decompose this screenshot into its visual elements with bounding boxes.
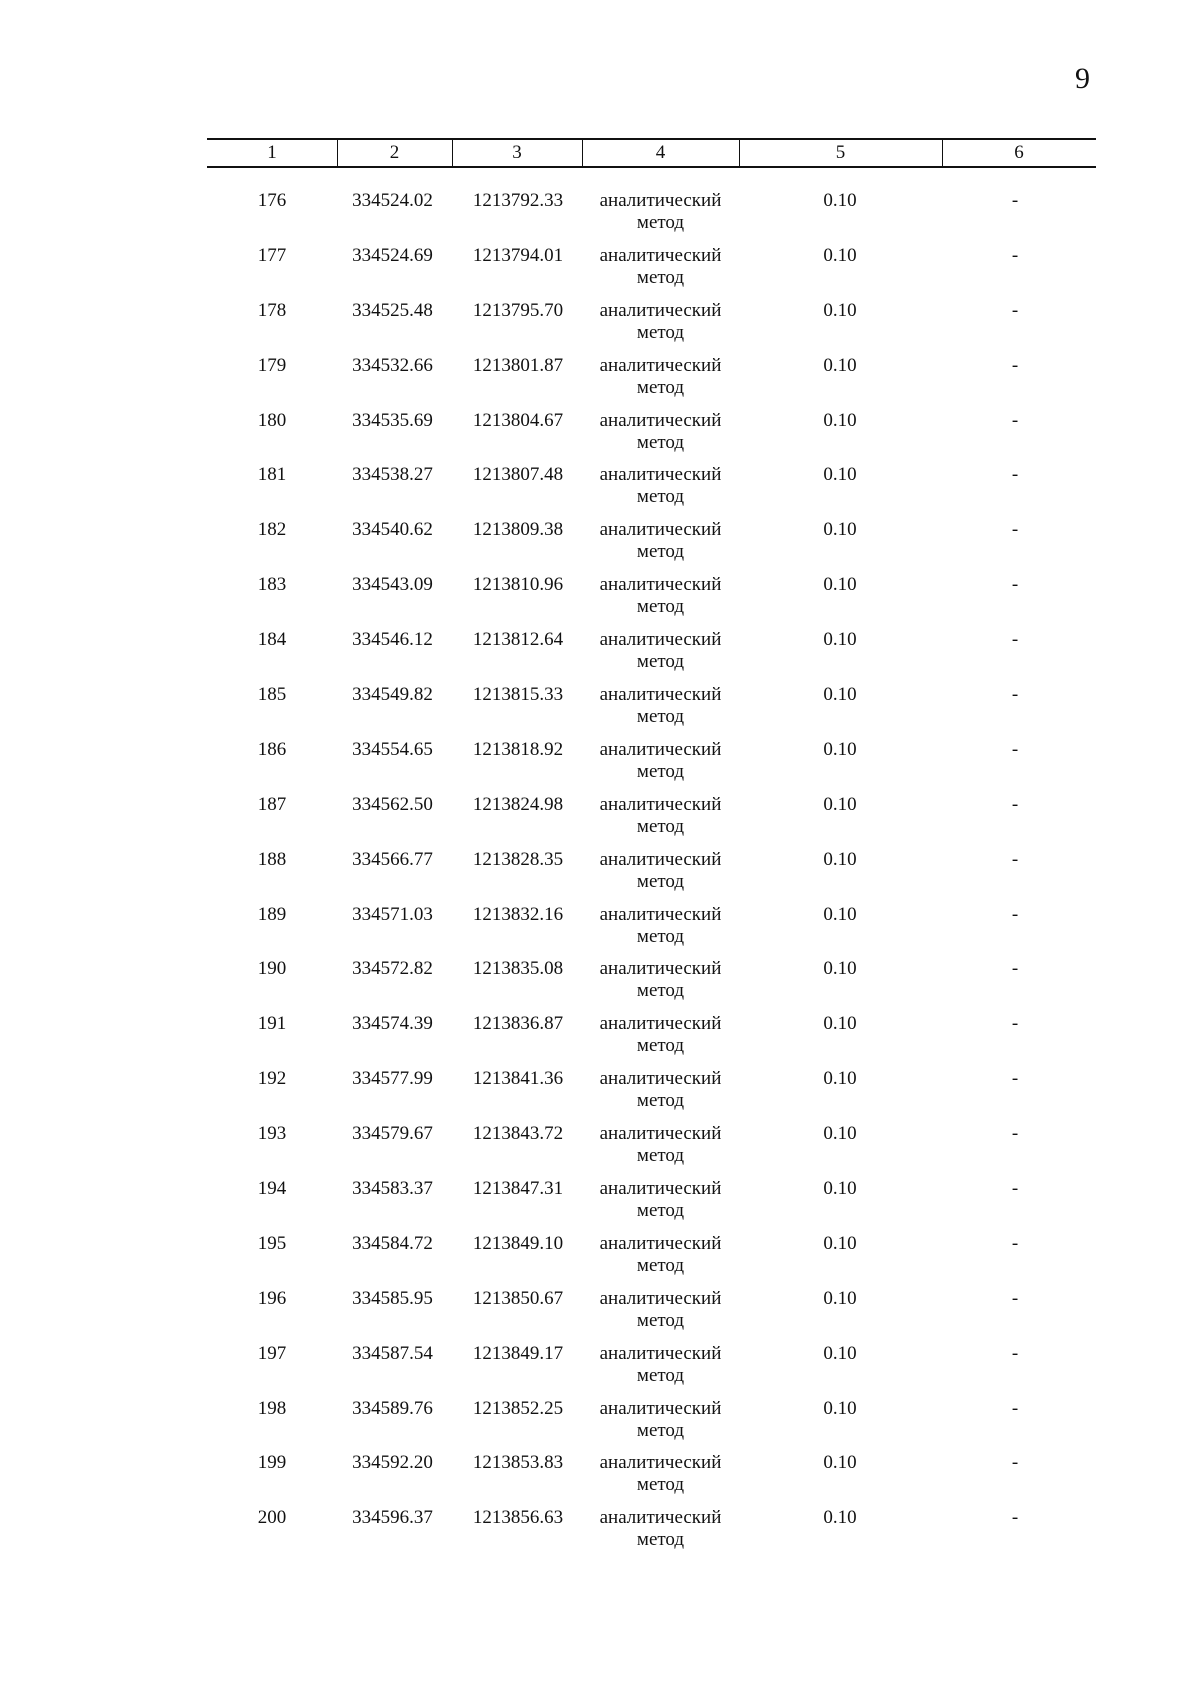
method-cell xyxy=(583,739,738,783)
method-line-1: аналитический xyxy=(599,1342,722,1364)
x-coordinate-cell: 334524.02 xyxy=(352,190,433,211)
note-cell: - xyxy=(1011,1178,1019,1200)
method-line-2: метод xyxy=(636,651,685,673)
method-cell xyxy=(583,1233,738,1277)
point-number-cell: 189 xyxy=(257,903,287,925)
method-cell xyxy=(583,849,738,893)
y-coordinate-cell: 1213795.70 xyxy=(472,299,564,321)
method-cell xyxy=(583,410,738,454)
y-coordinate-cell: 1213792.33 xyxy=(472,190,564,211)
table-body xyxy=(0,190,1200,1562)
y-coordinate-cell: 1213824.98 xyxy=(472,793,564,815)
accuracy-cell: 0.10 xyxy=(823,244,857,266)
method-cell xyxy=(583,904,738,948)
note-cell: - xyxy=(1011,1068,1019,1090)
point-number-cell: 198 xyxy=(257,1397,287,1419)
table-row xyxy=(0,300,1200,355)
table-row xyxy=(0,1068,1200,1123)
accuracy-cell: 0.10 xyxy=(823,464,857,486)
method-line-1: аналитический xyxy=(599,354,722,376)
method-cell xyxy=(583,958,738,1002)
method-line-1: аналитический xyxy=(599,684,722,706)
note-cell: - xyxy=(1011,1287,1019,1309)
table-row xyxy=(0,355,1200,410)
method-cell xyxy=(583,1068,738,1112)
method-line-1: аналитический xyxy=(599,464,722,486)
accuracy-cell: 0.10 xyxy=(823,1452,857,1474)
point-number-cell: 188 xyxy=(257,848,287,870)
method-cell xyxy=(583,1123,738,1167)
note-cell: - xyxy=(1011,738,1019,760)
table-row xyxy=(0,684,1200,739)
table-row xyxy=(0,958,1200,1013)
method-line-1: аналитический xyxy=(599,1287,722,1309)
table-row xyxy=(0,1288,1200,1343)
accuracy-cell: 0.10 xyxy=(823,409,857,431)
x-coordinate-cell: 334589.76 xyxy=(352,1397,433,1419)
note-cell: - xyxy=(1011,848,1019,870)
y-coordinate-cell: 1213849.17 xyxy=(472,1342,564,1364)
x-coordinate-cell: 334554.65 xyxy=(352,738,433,760)
accuracy-cell: 0.10 xyxy=(823,1013,857,1035)
method-line-1: аналитический xyxy=(599,738,722,760)
method-line-2: метод xyxy=(636,1364,685,1386)
method-line-2: метод xyxy=(636,1529,685,1551)
note-cell: - xyxy=(1011,684,1019,706)
method-line-1: аналитический xyxy=(599,574,722,596)
table-row xyxy=(0,1452,1200,1507)
accuracy-cell: 0.10 xyxy=(823,629,857,651)
table-row xyxy=(0,904,1200,959)
x-coordinate-cell: 334562.50 xyxy=(352,793,433,815)
method-cell xyxy=(583,300,738,344)
x-coordinate-cell: 334549.82 xyxy=(352,684,433,706)
x-coordinate-cell: 334583.37 xyxy=(352,1178,433,1200)
column-header-1: 1 xyxy=(267,142,277,163)
method-line-1: аналитический xyxy=(599,793,722,815)
y-coordinate-cell: 1213832.16 xyxy=(472,903,564,925)
accuracy-cell: 0.10 xyxy=(823,299,857,321)
x-coordinate-cell: 334538.27 xyxy=(352,464,433,486)
table-row xyxy=(0,1123,1200,1178)
method-cell xyxy=(583,1343,738,1387)
table-row xyxy=(0,190,1200,245)
x-coordinate-cell: 334525.48 xyxy=(352,299,433,321)
note-cell: - xyxy=(1011,1013,1019,1035)
method-line-2: метод xyxy=(636,596,685,618)
x-coordinate-cell: 334584.72 xyxy=(352,1232,433,1254)
note-cell: - xyxy=(1011,1452,1019,1474)
note-cell: - xyxy=(1011,464,1019,486)
accuracy-cell: 0.10 xyxy=(823,1287,857,1309)
method-line-2: метод xyxy=(636,266,685,288)
method-line-1: аналитический xyxy=(599,1123,722,1145)
x-coordinate-cell: 334585.95 xyxy=(352,1287,433,1309)
x-coordinate-cell: 334577.99 xyxy=(352,1068,433,1090)
table-row xyxy=(0,1507,1200,1562)
x-coordinate-cell: 334572.82 xyxy=(352,958,433,980)
accuracy-cell: 0.10 xyxy=(823,1342,857,1364)
method-cell xyxy=(583,190,738,234)
point-number-cell: 178 xyxy=(257,299,287,321)
method-line-1: аналитический xyxy=(599,244,722,266)
point-number-cell: 187 xyxy=(257,793,287,815)
method-line-1: аналитический xyxy=(599,1232,722,1254)
method-cell xyxy=(583,1452,738,1496)
point-number-cell: 194 xyxy=(257,1178,287,1200)
x-coordinate-cell: 334571.03 xyxy=(352,903,433,925)
table-row xyxy=(0,849,1200,904)
y-coordinate-cell: 1213835.08 xyxy=(472,958,564,980)
note-cell: - xyxy=(1011,903,1019,925)
method-line-2: метод xyxy=(636,486,685,508)
x-coordinate-cell: 334543.09 xyxy=(352,574,433,596)
point-number-cell: 183 xyxy=(257,574,287,596)
y-coordinate-cell: 1213812.64 xyxy=(472,629,564,651)
point-number-cell: 182 xyxy=(257,519,287,541)
table-row xyxy=(0,1343,1200,1398)
accuracy-cell: 0.10 xyxy=(823,574,857,596)
method-line-2: метод xyxy=(636,870,685,892)
method-cell xyxy=(583,629,738,673)
accuracy-cell: 0.10 xyxy=(823,903,857,925)
point-number-cell: 195 xyxy=(257,1232,287,1254)
method-line-2: метод xyxy=(636,321,685,343)
accuracy-cell: 0.10 xyxy=(823,738,857,760)
method-cell xyxy=(583,1178,738,1222)
point-number-cell: 199 xyxy=(257,1452,287,1474)
point-number-cell: 200 xyxy=(257,1507,287,1529)
y-coordinate-cell: 1213810.96 xyxy=(472,574,564,596)
accuracy-cell: 0.10 xyxy=(823,1178,857,1200)
method-line-2: метод xyxy=(636,431,685,453)
table-row xyxy=(0,519,1200,574)
method-line-1: аналитический xyxy=(599,848,722,870)
method-line-2: метод xyxy=(636,1254,685,1276)
accuracy-cell: 0.10 xyxy=(823,684,857,706)
table-row xyxy=(0,464,1200,519)
accuracy-cell: 0.10 xyxy=(823,848,857,870)
accuracy-cell: 0.10 xyxy=(823,1507,857,1529)
y-coordinate-cell: 1213836.87 xyxy=(472,1013,564,1035)
x-coordinate-cell: 334587.54 xyxy=(352,1342,433,1364)
point-number-cell: 191 xyxy=(257,1013,287,1035)
note-cell: - xyxy=(1011,519,1019,541)
accuracy-cell: 0.10 xyxy=(823,1123,857,1145)
y-coordinate-cell: 1213815.33 xyxy=(472,684,564,706)
method-line-2: метод xyxy=(636,541,685,563)
point-number-cell: 197 xyxy=(257,1342,287,1364)
x-coordinate-cell: 334596.37 xyxy=(352,1507,433,1529)
method-cell xyxy=(583,684,738,728)
y-coordinate-cell: 1213841.36 xyxy=(472,1068,564,1090)
method-line-1: аналитический xyxy=(599,190,722,211)
x-coordinate-cell: 334540.62 xyxy=(352,519,433,541)
table-row xyxy=(0,245,1200,300)
note-cell: - xyxy=(1011,1232,1019,1254)
method-line-2: метод xyxy=(636,815,685,837)
point-number-cell: 176 xyxy=(257,190,287,211)
point-number-cell: 177 xyxy=(257,244,287,266)
table-row xyxy=(0,574,1200,629)
point-number-cell: 181 xyxy=(257,464,287,486)
method-cell xyxy=(583,1013,738,1057)
method-line-2: метод xyxy=(636,980,685,1002)
note-cell: - xyxy=(1011,354,1019,376)
y-coordinate-cell: 1213843.72 xyxy=(472,1123,564,1145)
method-cell xyxy=(583,1507,738,1551)
accuracy-cell: 0.10 xyxy=(823,793,857,815)
x-coordinate-cell: 334532.66 xyxy=(352,354,433,376)
method-line-1: аналитический xyxy=(599,1397,722,1419)
x-coordinate-cell: 334566.77 xyxy=(352,848,433,870)
method-line-2: метод xyxy=(636,1090,685,1112)
note-cell: - xyxy=(1011,629,1019,651)
method-cell xyxy=(583,1288,738,1332)
accuracy-cell: 0.10 xyxy=(823,354,857,376)
method-line-2: метод xyxy=(636,925,685,947)
point-number-cell: 184 xyxy=(257,629,287,651)
table-row xyxy=(0,410,1200,465)
method-cell xyxy=(583,355,738,399)
note-cell: - xyxy=(1011,1397,1019,1419)
method-line-2: метод xyxy=(636,706,685,728)
note-cell: - xyxy=(1011,1507,1019,1529)
point-number-cell: 179 xyxy=(257,354,287,376)
table-row xyxy=(0,1398,1200,1453)
method-line-2: метод xyxy=(636,1419,685,1441)
method-cell xyxy=(583,574,738,618)
accuracy-cell: 0.10 xyxy=(823,958,857,980)
y-coordinate-cell: 1213809.38 xyxy=(472,519,564,541)
point-number-cell: 192 xyxy=(257,1068,287,1090)
table-header xyxy=(207,138,1096,168)
method-line-1: аналитический xyxy=(599,958,722,980)
column-header-2: 2 xyxy=(389,142,400,163)
y-coordinate-cell: 1213804.67 xyxy=(472,409,564,431)
method-line-1: аналитический xyxy=(599,1452,722,1474)
point-number-cell: 186 xyxy=(257,738,287,760)
accuracy-cell: 0.10 xyxy=(823,1232,857,1254)
x-coordinate-cell: 334574.39 xyxy=(352,1013,433,1035)
method-line-2: метод xyxy=(636,212,685,233)
y-coordinate-cell: 1213801.87 xyxy=(472,354,564,376)
y-coordinate-cell: 1213807.48 xyxy=(472,464,564,486)
method-cell xyxy=(583,245,738,289)
accuracy-cell: 0.10 xyxy=(823,1397,857,1419)
note-cell: - xyxy=(1011,793,1019,815)
method-line-2: метод xyxy=(636,376,685,398)
method-line-1: аналитический xyxy=(599,1013,722,1035)
method-line-1: аналитический xyxy=(599,519,722,541)
column-header-3: 3 xyxy=(512,142,522,163)
method-cell xyxy=(583,464,738,508)
method-line-2: метод xyxy=(636,760,685,782)
accuracy-cell: 0.10 xyxy=(823,519,857,541)
point-number-cell: 196 xyxy=(257,1287,287,1309)
y-coordinate-cell: 1213828.35 xyxy=(472,848,564,870)
y-coordinate-cell: 1213853.83 xyxy=(472,1452,564,1474)
y-coordinate-cell: 1213856.63 xyxy=(472,1507,564,1529)
note-cell: - xyxy=(1011,409,1019,431)
point-number-cell: 185 xyxy=(257,684,287,706)
table-row xyxy=(0,739,1200,794)
table-row xyxy=(0,1013,1200,1068)
method-line-1: аналитический xyxy=(599,903,722,925)
method-line-2: метод xyxy=(636,1474,685,1496)
y-coordinate-cell: 1213849.10 xyxy=(472,1232,564,1254)
note-cell: - xyxy=(1011,299,1019,321)
x-coordinate-cell: 334579.67 xyxy=(352,1123,433,1145)
method-cell xyxy=(583,519,738,563)
page-number: 9 xyxy=(1075,62,1090,95)
y-coordinate-cell: 1213847.31 xyxy=(472,1178,564,1200)
table-row xyxy=(0,1178,1200,1233)
note-cell: - xyxy=(1011,958,1019,980)
table-row xyxy=(0,794,1200,849)
method-cell xyxy=(583,794,738,838)
note-cell: - xyxy=(1011,1342,1019,1364)
column-header-4: 4 xyxy=(655,142,666,163)
note-cell: - xyxy=(1011,244,1019,266)
column-header-5: 5 xyxy=(835,142,846,163)
x-coordinate-cell: 334524.69 xyxy=(352,244,433,266)
x-coordinate-cell: 334592.20 xyxy=(352,1452,433,1474)
method-line-2: метод xyxy=(636,1035,685,1057)
y-coordinate-cell: 1213818.92 xyxy=(472,738,564,760)
point-number-cell: 190 xyxy=(257,958,287,980)
method-cell xyxy=(583,1398,738,1442)
method-line-2: метод xyxy=(636,1145,685,1167)
method-line-1: аналитический xyxy=(599,1178,722,1200)
point-number-cell: 193 xyxy=(257,1123,287,1145)
y-coordinate-cell: 1213850.67 xyxy=(472,1287,564,1309)
method-line-1: аналитический xyxy=(599,629,722,651)
accuracy-cell: 0.10 xyxy=(823,190,857,211)
method-line-1: аналитический xyxy=(599,299,722,321)
method-line-2: метод xyxy=(636,1309,685,1331)
point-number-cell: 180 xyxy=(257,409,287,431)
method-line-2: метод xyxy=(636,1200,685,1222)
method-line-1: аналитический xyxy=(599,1068,722,1090)
note-cell: - xyxy=(1011,190,1019,211)
x-coordinate-cell: 334535.69 xyxy=(352,409,433,431)
column-header-6: 6 xyxy=(1014,142,1024,163)
x-coordinate-cell: 334546.12 xyxy=(352,629,433,651)
note-cell: - xyxy=(1011,574,1019,596)
method-line-1: аналитический xyxy=(599,1507,722,1529)
y-coordinate-cell: 1213852.25 xyxy=(472,1397,564,1419)
table-row xyxy=(0,1233,1200,1288)
note-cell: - xyxy=(1011,1123,1019,1145)
accuracy-cell: 0.10 xyxy=(823,1068,857,1090)
method-line-1: аналитический xyxy=(599,409,722,431)
table-row xyxy=(0,629,1200,684)
y-coordinate-cell: 1213794.01 xyxy=(472,244,564,266)
